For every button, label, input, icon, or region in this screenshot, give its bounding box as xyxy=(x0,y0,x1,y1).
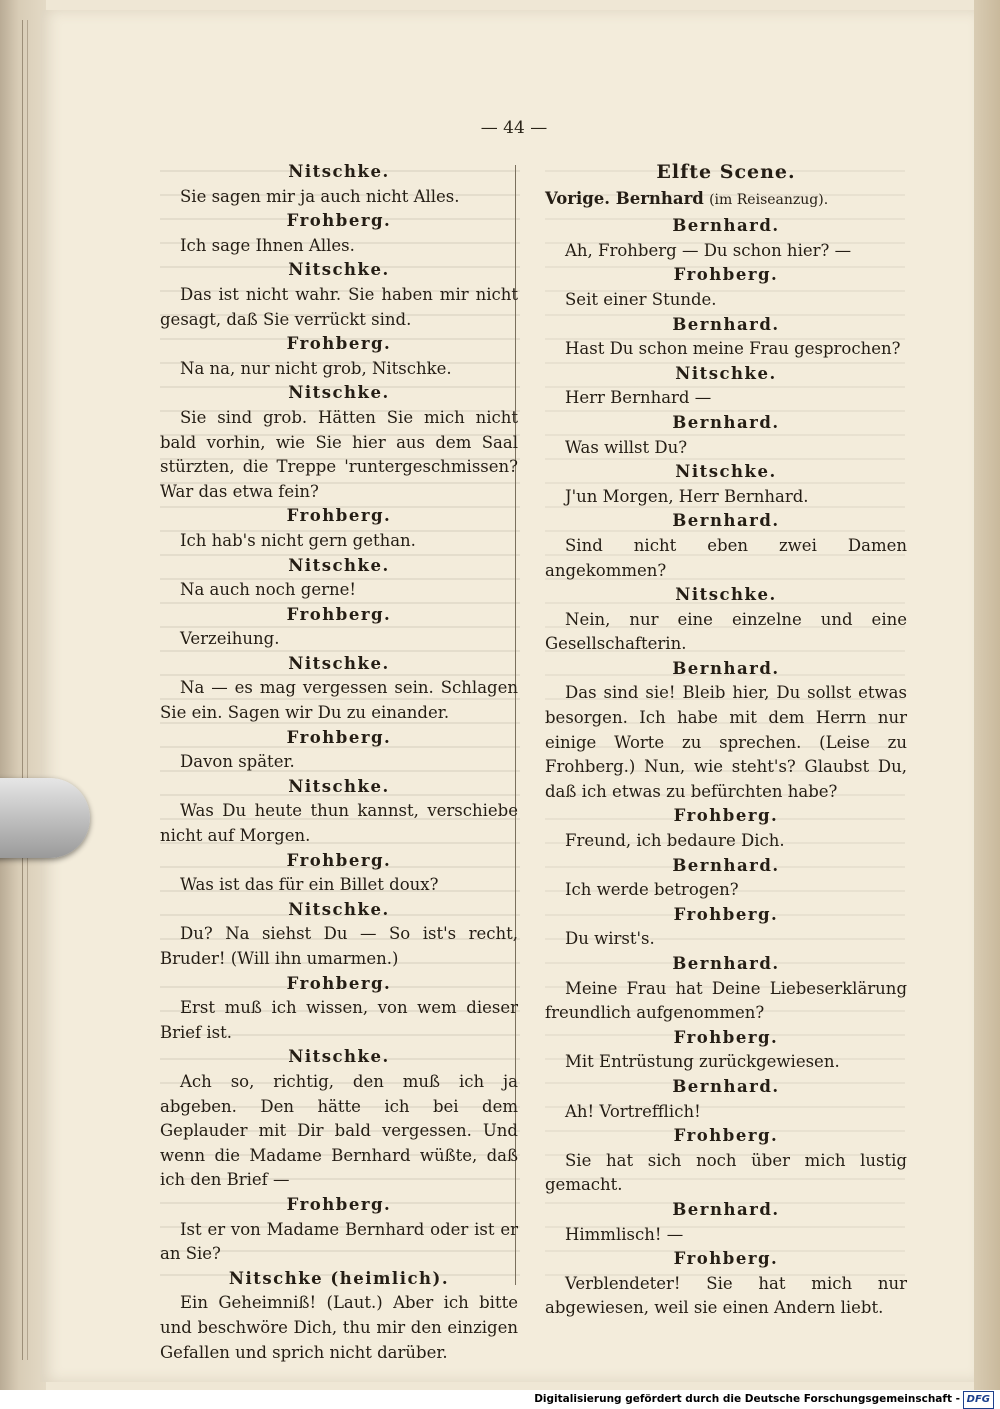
dialogue-line: Meine Frau hat Deine Liebeserklärung freundlich aufgenommen? xyxy=(545,978,907,1023)
dialogue-line: Was ist das für ein Billet doux? xyxy=(180,875,439,895)
dialogue-line: Verblendeter! Sie hat mich nur abgewiesen, weil sie einen Andern liebt. xyxy=(545,1273,907,1318)
dialogue-line: Sind nicht eben zwei Damen angekommen? xyxy=(545,535,907,580)
speaker-name: Bernhard. xyxy=(672,855,780,875)
speaker-name: Nitschke. xyxy=(288,260,390,280)
speaker-name: Frohberg. xyxy=(673,1126,779,1146)
speaker-name: Frohberg. xyxy=(673,904,779,924)
speaker-name: Frohberg. xyxy=(286,604,392,624)
dialogue-line: Sie sagen mir ja auch nicht Alles. xyxy=(180,186,460,206)
speaker-name: Frohberg. xyxy=(286,334,392,354)
dialogue-line: Sie sind grob. Hätten Sie mich nicht bald vorhin, wie Sie hier aus dem Saal stürzten, die Treppe 'runtergeschmissen? War das etwa fein? xyxy=(160,407,518,501)
speaker-name: Nitschke. xyxy=(288,555,390,575)
dialogue-line: Himmlisch! — xyxy=(565,1224,684,1244)
speaker-name: Frohberg. xyxy=(673,1027,779,1047)
right-dialogue xyxy=(545,214,907,1321)
speaker-name: Nitschke. xyxy=(288,776,390,796)
scene-direction xyxy=(545,187,907,213)
dialogue-line: Du wirst's. xyxy=(565,929,655,949)
dialogue-line: Ich sage Ihnen Alles. xyxy=(180,235,355,255)
speaker-name: Bernhard. xyxy=(672,1199,780,1219)
speaker-name: Nitschke (heimlich). xyxy=(228,1268,450,1288)
speaker-name: Nitschke. xyxy=(288,383,390,403)
speaker-name: Frohberg. xyxy=(286,1194,392,1214)
dialogue-line: Nein, nur eine einzelne und eine Gesellschafterin. xyxy=(545,609,907,654)
dialogue-line: Ist er von Madame Bernhard oder ist er an Sie? xyxy=(160,1219,518,1264)
page-edges xyxy=(22,20,28,1360)
dialogue-line: Ich werde betrogen? xyxy=(565,880,739,900)
dialogue-line: Was willst Du? xyxy=(565,437,688,457)
speaker-name: Frohberg. xyxy=(286,850,392,870)
dialogue-line: Ein Geheimniß! (Laut.) Aber ich bitte und beschwöre Dich, thu mir den einzigen Gefallen und sprich nicht darüber. xyxy=(160,1293,518,1362)
speaker-name: Nitschke. xyxy=(675,585,777,605)
speaker-name: Nitschke. xyxy=(675,462,777,482)
dialogue-line: Ach so, richtig, den muß ich ja abgeben. Den hätte ich bei dem Geplauder mit Dir bald vergessen. Und wenn die Madame Bernhard wüßte, daß ich den Brief — xyxy=(160,1071,518,1190)
speaker-name: Bernhard. xyxy=(672,511,780,531)
dialogue-line: J'un Morgen, Herr Bernhard. xyxy=(565,486,809,506)
dialogue-line: Erst muß ich wissen, von wem dieser Brief ist. xyxy=(160,998,518,1042)
dialogue-line: Verzeihung. xyxy=(180,629,280,649)
speaker-name: Bernhard. xyxy=(672,954,780,973)
dialogue-line: Du? Na siehst Du — So ist's recht, Bruder! (Will ihn umarmen.) xyxy=(160,924,518,968)
dialogue-line: Na — es mag vergessen sein. Schlagen Sie ein. Sagen wir Du zu einander. xyxy=(160,678,518,723)
dialogue-line: Mit Entrüstung zurückgewiesen. xyxy=(565,1052,840,1072)
dialogue-line: Sie hat sich noch über mich lustig gemacht. xyxy=(545,1150,907,1195)
scene-cast-note: (im Reiseanzug). xyxy=(709,191,829,208)
speaker-name: Nitschke. xyxy=(675,363,777,383)
speaker-name: Bernhard. xyxy=(672,216,780,236)
dialogue-line: Ich hab's nicht gern gethan. xyxy=(180,530,416,550)
scene-title: Elfte Scene. xyxy=(656,161,796,183)
dialogue-line: Freund, ich bedaure Dich. xyxy=(565,831,785,851)
dialogue-line: Ah! Vortrefflich! xyxy=(565,1101,701,1121)
dialogue-line: Was Du heute thun kannst, verschiebe nicht auf Morgen. xyxy=(160,801,518,846)
speaker-name: Frohberg. xyxy=(286,727,392,747)
page-tab-marker xyxy=(0,778,90,858)
right-page-edge xyxy=(974,0,1000,1390)
dialogue-line: Ah, Frohberg — Du schon hier? — xyxy=(565,240,852,260)
scene-cast: Vorige. Bernhard xyxy=(545,188,704,208)
dialogue-line: Na na, nur nicht grob, Nitschke. xyxy=(180,358,452,378)
dfg-logo: DFG xyxy=(963,1391,994,1409)
digitization-credit: Digitalisierung gefördert durch die Deutsche Forschungsgemeinschaft - xyxy=(0,1390,1000,1409)
dialogue-line: Das sind sie! Bleib hier, Du sollst etwas besorgen. Ich habe mit dem Herrn nur einige Worte zu sprechen. (Leise zu Frohberg.) Nun, wie steht's? Glaubst Du, daß ich etwas zu befürchten habe? xyxy=(545,683,907,801)
dialogue-line: Hast Du schon meine Frau gesprochen? xyxy=(565,339,901,359)
dialogue-line: Herr Bernhard — xyxy=(565,388,712,408)
dialogue-line: Davon später. xyxy=(180,752,295,772)
speaker-name: Frohberg. xyxy=(286,211,392,231)
left-column xyxy=(160,160,518,1365)
speaker-name: Nitschke. xyxy=(288,1047,390,1067)
speaker-name: Frohberg. xyxy=(286,506,392,526)
speaker-name: Bernhard. xyxy=(672,1076,780,1096)
dialogue-line: Na auch noch gerne! xyxy=(180,580,357,600)
dialogue-line: Das ist nicht wahr. Sie haben mir nicht gesagt, daß Sie verrückt sind. xyxy=(160,284,518,329)
dialogue-line: Seit einer Stunde. xyxy=(565,289,717,309)
speaker-name: Frohberg. xyxy=(673,1249,779,1269)
speaker-name: Frohberg. xyxy=(286,973,392,993)
speaker-name: Bernhard. xyxy=(672,314,780,334)
right-column xyxy=(545,160,907,1321)
speaker-name: Nitschke. xyxy=(288,899,390,919)
speaker-name: Nitschke. xyxy=(288,653,390,673)
page-number: — 44 — xyxy=(480,118,548,138)
speaker-name: Frohberg. xyxy=(673,806,779,826)
speaker-name: Bernhard. xyxy=(672,658,780,678)
speaker-name: Bernhard. xyxy=(672,412,780,432)
speaker-name: Nitschke. xyxy=(288,162,390,181)
speaker-name: Frohberg. xyxy=(673,265,779,285)
